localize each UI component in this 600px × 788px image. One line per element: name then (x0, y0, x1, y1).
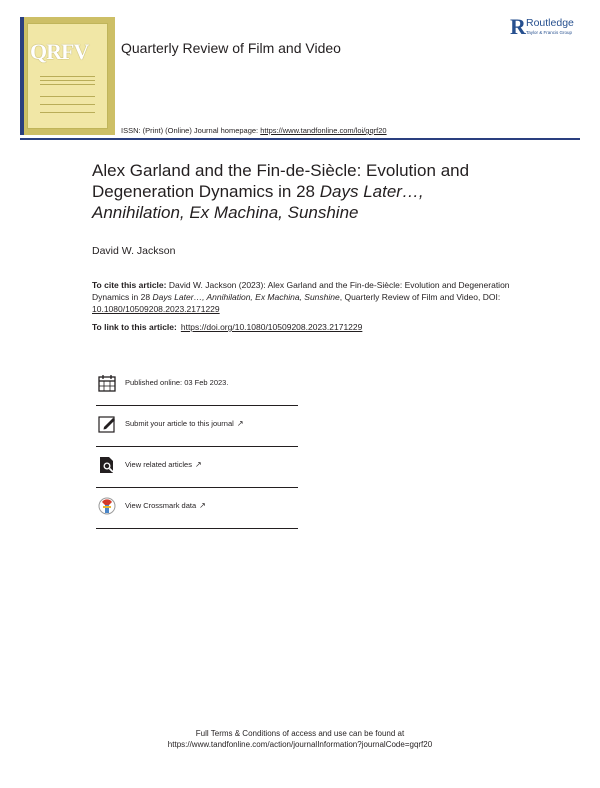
article-title (92, 160, 512, 223)
cover-logo: QRFV (30, 39, 89, 64)
related-articles-row[interactable] (96, 446, 298, 488)
cover-line (40, 96, 95, 97)
external-link-icon: ↗ (194, 460, 202, 469)
article-link-line (92, 322, 362, 332)
crossmark-text: View Crossmark data (125, 501, 197, 510)
crossmark-label[interactable] (125, 501, 206, 510)
journal-homepage-link[interactable]: https://www.tandfonline.com/loi/gqrf20 (260, 126, 387, 135)
calendar-icon (98, 374, 116, 392)
doi-link[interactable]: 10.1080/10509208.2023.2171229 (92, 304, 220, 314)
published-online-label: Published online: 03 Feb 2023. (125, 378, 229, 387)
publisher-name: Routledge (526, 17, 574, 29)
footer (0, 728, 600, 750)
cover-line (40, 104, 95, 105)
published-online-row (96, 364, 298, 406)
cover-line (40, 112, 95, 113)
cover-line (40, 76, 95, 77)
footer-terms-text: Full Terms & Conditions of access and use can be found at (195, 729, 405, 738)
crossmark-icon (98, 497, 116, 515)
related-articles-label[interactable] (125, 460, 202, 469)
edit-icon (98, 415, 116, 433)
document-search-icon (98, 456, 116, 474)
publisher-subtitle: Taylor & Francis Group (526, 30, 573, 35)
issn-text: ISSN: (Print) (Online) Journal homepage: (121, 126, 259, 135)
external-link-icon: ↗ (199, 501, 206, 510)
cover-line (40, 84, 95, 85)
submit-article-label[interactable] (125, 419, 244, 428)
footer-journal-info-link[interactable]: https://www.tandfonline.com/action/journalInformation?journalCode=gqrf20 (167, 740, 433, 749)
routledge-r-icon: R (510, 14, 526, 39)
citation-label: To cite this article: (92, 280, 167, 290)
citation-block (92, 279, 532, 315)
citation-text: David W. Jackson (2023): Alex Garland and the Fin-de-Siècle: Evolution and Degeneration Dynamics in 28 (92, 280, 510, 302)
submit-article-text: Submit your article to this journal (125, 419, 234, 428)
related-articles-text: View related articles (125, 460, 192, 469)
cover-line (40, 80, 95, 81)
journal-cover-image[interactable] (20, 17, 115, 135)
link-label: To link to this article: (92, 322, 177, 332)
citation-italic-text: Days Later…, Annihilation, Ex Machina, Sunshine (152, 292, 340, 302)
journal-title: Quarterly Review of Film and Video (121, 40, 341, 56)
article-doi-url-link[interactable]: https://doi.org/10.1080/10509208.2023.2171229 (180, 322, 363, 332)
issn-line (121, 126, 387, 135)
external-link-icon: ↗ (236, 419, 244, 428)
publisher-logo (510, 16, 590, 40)
title-text: Alex Garland and the Fin-de-Siècle: Evolution and Degeneration Dynamics in 28 (92, 161, 470, 201)
submit-article-row[interactable] (96, 405, 298, 447)
title-italic-text: Days Later…, Annihilation, Ex Machina, Sunshine (92, 182, 424, 222)
crossmark-row[interactable] (96, 487, 298, 529)
header-divider (20, 138, 580, 140)
article-author: David W. Jackson (92, 245, 176, 257)
citation-text-end: , Quarterly Review of Film and Video, DOI: (339, 292, 501, 302)
cover-spine (20, 17, 24, 135)
